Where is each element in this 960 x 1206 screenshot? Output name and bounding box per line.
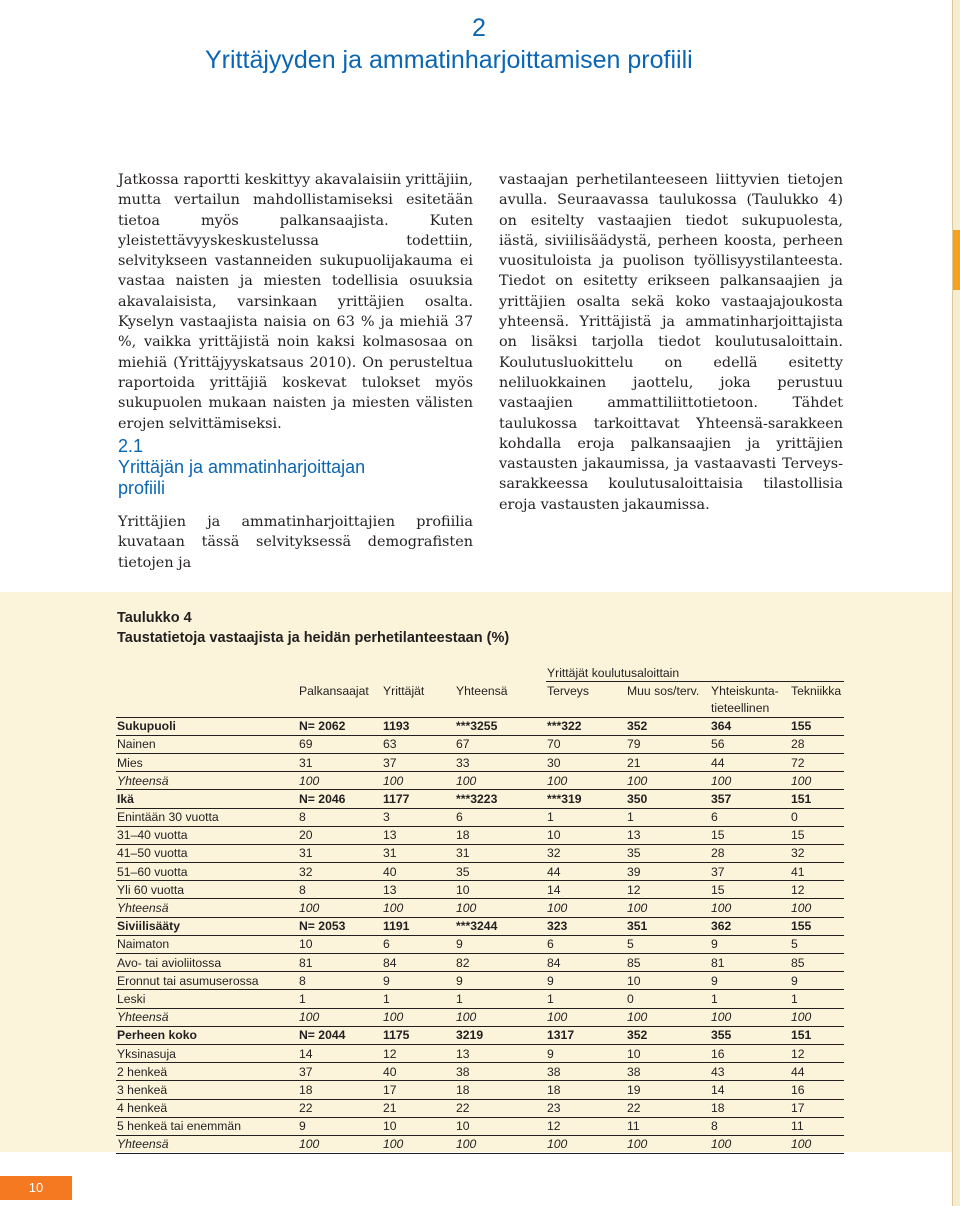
table-cell: 15 (710, 881, 790, 899)
table-row (116, 954, 844, 972)
row-label: Nainen (116, 735, 298, 753)
row-label: Leski (116, 990, 298, 1008)
table-label: Taulukko 4 (117, 610, 192, 626)
table-row (116, 1117, 844, 1135)
chapter-title: Yrittäjyyden ja ammatinharjoittamisen profiili (205, 46, 693, 74)
table-cell: 100 (455, 1008, 546, 1026)
table-cell: ***3223 (455, 790, 546, 808)
table-cell: 1 (455, 990, 546, 1008)
table-cell: 10 (455, 1117, 546, 1135)
col-header-2 (455, 699, 546, 717)
table-cell: 100 (710, 1135, 790, 1153)
row-label: Yhteensä (116, 772, 298, 790)
table-cell: 85 (790, 954, 844, 972)
page-number: 10 (0, 1176, 72, 1200)
table-cell: 22 (455, 1099, 546, 1117)
table-cell: 9 (790, 972, 844, 990)
row-label: 3 henkeä (116, 1081, 298, 1099)
table-cell: 40 (382, 1063, 455, 1081)
table-cell: 100 (790, 899, 844, 917)
table-cell: 44 (710, 753, 790, 771)
row-label: Yhteensä (116, 899, 298, 917)
table-row (116, 1099, 844, 1117)
table-cell: 1175 (382, 1026, 455, 1044)
row-label: Mies (116, 753, 298, 771)
table-cell: 9 (298, 1117, 382, 1135)
chapter-tab-marker (953, 230, 960, 290)
row-label: Perheen koko (116, 1026, 298, 1044)
table-cell: 100 (546, 1135, 626, 1153)
table-cell: 37 (710, 863, 790, 881)
table-cell: 31 (298, 844, 382, 862)
group-header: Yrittäjät koulutusaloittain (546, 664, 844, 682)
table-cell: N= 2044 (298, 1026, 382, 1044)
table-cell: 18 (710, 1099, 790, 1117)
table-cell: 43 (710, 1063, 790, 1081)
col-header: Muu sos/terv. (627, 683, 700, 698)
table-cell: 1 (626, 808, 710, 826)
table-row (116, 753, 844, 771)
table-cell: 362 (710, 917, 790, 935)
table-row (116, 735, 844, 753)
table-row (116, 1026, 844, 1044)
table-row (116, 717, 844, 735)
table-cell: 23 (546, 1099, 626, 1117)
col-header-2 (790, 699, 844, 717)
chapter-number: 2 (472, 14, 486, 42)
table-cell: 21 (626, 753, 710, 771)
table-cell: 32 (546, 844, 626, 862)
paragraph-continued: vastaajan perhetilanteeseen liittyvien tietojen avulla. Seuraavassa taulukossa (Taulukko 4) on esitelty vastaajien tiedot sukupuolesta, iästä, siviilisäädystä, perheen koosta, perheen vuosituloista ja puolison työllisyystilanteesta. Tiedot on esitetty erikseen palkansaajien ja yrittäjien osalta sekä koko vastaajajoukosta yhteensä. Yrittäjistä ja ammatinharjoittajista on lisäksi tarjolla tiedot koulutusaloittain. Koulutusluokittelu on edellä esitetty neliluokkainen jaottelu, joka perustuu vastaajien ammattiliittotietoon. Tähdet taulukossa tarkoittavat Yhteensä-sarakkeen kohdalla eroja palkansaajien ja yrittäjien vastausten jakaumissa, ja vastaavasti Terveys-sarakkeessa koulutusaloittaisia tilastollisia eroja vastausten jakaumissa. (499, 172, 843, 513)
row-label: Sukupuoli (116, 717, 298, 735)
table-cell: 100 (626, 1135, 710, 1153)
table-cell: 38 (455, 1063, 546, 1081)
col-header: Yhteiskunta- (711, 683, 779, 698)
data-table (116, 664, 844, 1154)
right-column-text (499, 170, 843, 515)
table-cell: 100 (546, 1008, 626, 1026)
col-header-2 (626, 699, 710, 717)
table-cell: 32 (298, 863, 382, 881)
table-cell: 82 (455, 954, 546, 972)
table-cell: 352 (626, 1026, 710, 1044)
row-label: Yksinasuja (116, 1044, 298, 1062)
table-cell: 100 (710, 1008, 790, 1026)
table-row (116, 935, 844, 953)
table-cell: 0 (790, 808, 844, 826)
table-cell: 1191 (382, 917, 455, 935)
table-cell: 84 (546, 954, 626, 972)
table-cell: 14 (546, 881, 626, 899)
table-cell: 18 (546, 1081, 626, 1099)
table-cell: 10 (626, 972, 710, 990)
table-cell: 17 (382, 1081, 455, 1099)
table-cell: 6 (382, 935, 455, 953)
table-cell: 31 (382, 844, 455, 862)
table-cell: 8 (298, 972, 382, 990)
table-cell: 9 (546, 1044, 626, 1062)
table-cell: 72 (790, 753, 844, 771)
table-cell: 70 (546, 735, 626, 753)
table-cell: 100 (710, 772, 790, 790)
table-cell: 100 (626, 772, 710, 790)
table-cell: 85 (626, 954, 710, 972)
table-cell: 355 (710, 1026, 790, 1044)
table-cell: 100 (790, 772, 844, 790)
table-cell: 1 (710, 990, 790, 1008)
table-cell: 9 (546, 972, 626, 990)
col-header-2: tieteellinen (710, 699, 790, 717)
table-cell: 33 (455, 753, 546, 771)
table-cell: 39 (626, 863, 710, 881)
section-number: 2.1 (118, 436, 144, 456)
table-cell: 9 (455, 935, 546, 953)
table-cell: 8 (298, 881, 382, 899)
table-cell: 3219 (455, 1026, 546, 1044)
table-cell: 9 (710, 935, 790, 953)
table-cell: 100 (626, 1008, 710, 1026)
table-cell: 12 (790, 881, 844, 899)
table-cell: 10 (546, 826, 626, 844)
table-cell: 1 (546, 990, 626, 1008)
table-cell: 100 (382, 1135, 455, 1153)
table-cell: 81 (710, 954, 790, 972)
row-label: 51–60 vuotta (116, 863, 298, 881)
table-cell: 100 (382, 899, 455, 917)
table-cell: 6 (710, 808, 790, 826)
row-label: Enintään 30 vuotta (116, 808, 298, 826)
table-cell: 21 (382, 1099, 455, 1117)
table-cell: 100 (455, 1135, 546, 1153)
table-cell: 20 (298, 826, 382, 844)
table-cell: 323 (546, 917, 626, 935)
table-cell: 100 (790, 1008, 844, 1026)
table-cell: 9 (455, 972, 546, 990)
table-cell: N= 2053 (298, 917, 382, 935)
page-edge-band (953, 0, 960, 1206)
table-cell: 9 (382, 972, 455, 990)
table-cell: 1 (546, 808, 626, 826)
table-cell: 17 (790, 1099, 844, 1117)
table-cell: 8 (710, 1117, 790, 1135)
table-cell: 67 (455, 735, 546, 753)
table-cell: 16 (710, 1044, 790, 1062)
table-cell: 37 (382, 753, 455, 771)
table-cell: 35 (626, 844, 710, 862)
table-cell: 56 (710, 735, 790, 753)
table-cell: 22 (626, 1099, 710, 1117)
table-cell: 100 (382, 1008, 455, 1026)
table-cell: 18 (298, 1081, 382, 1099)
table-cell: 19 (626, 1081, 710, 1099)
table-row (116, 972, 844, 990)
row-label: 31–40 vuotta (116, 826, 298, 844)
table-cell: 1 (298, 990, 382, 1008)
table-cell: 13 (382, 826, 455, 844)
col-header: Terveys (547, 683, 589, 698)
table-cell: 10 (298, 935, 382, 953)
table-cell: 69 (298, 735, 382, 753)
table-cell: 151 (790, 790, 844, 808)
table-row (116, 1044, 844, 1062)
table-row (116, 844, 844, 862)
table-cell: 79 (626, 735, 710, 753)
table-cell: 350 (626, 790, 710, 808)
table-cell: 41 (790, 863, 844, 881)
table-cell: 351 (626, 917, 710, 935)
left-column-text-2 (118, 512, 473, 573)
table-header-row (116, 682, 844, 700)
table-cell: N= 2046 (298, 790, 382, 808)
table-cell: 10 (455, 881, 546, 899)
col-header: Yhteensä (456, 683, 508, 698)
table-cell: 5 (626, 935, 710, 953)
table-cell: 13 (382, 881, 455, 899)
table-cell: 15 (710, 826, 790, 844)
table-cell: 100 (546, 899, 626, 917)
table-cell: 18 (455, 826, 546, 844)
table-cell: 100 (710, 899, 790, 917)
row-label: Naimaton (116, 935, 298, 953)
table-cell: 28 (790, 735, 844, 753)
table-cell: 1177 (382, 790, 455, 808)
table-row (116, 863, 844, 881)
table-cell: 44 (546, 863, 626, 881)
table-cell: 9 (710, 972, 790, 990)
table-caption (117, 608, 509, 648)
col-header-2 (546, 699, 626, 717)
table-cell: 14 (298, 1044, 382, 1062)
table-cell: N= 2062 (298, 717, 382, 735)
table-row (116, 1081, 844, 1099)
col-header: Palkansaajat (299, 683, 369, 698)
table-cell: 16 (790, 1081, 844, 1099)
section-title-line2: profiili (118, 478, 166, 498)
table-cell: 15 (790, 826, 844, 844)
row-label: Yli 60 vuotta (116, 881, 298, 899)
table-cell: 151 (790, 1026, 844, 1044)
table-cell: 1 (382, 990, 455, 1008)
row-label: Eronnut tai asumuserossa (116, 972, 298, 990)
row-label: Avo- tai avioliitossa (116, 954, 298, 972)
table-cell: 38 (626, 1063, 710, 1081)
table-title: Taustatietoja vastaajista ja heidän perhetilanteestaan (%) (117, 630, 510, 646)
table-row (116, 881, 844, 899)
col-header-2 (116, 699, 298, 717)
table-cell: 100 (455, 772, 546, 790)
table-cell: 1193 (382, 717, 455, 735)
table-row (116, 790, 844, 808)
table-cell: 100 (298, 772, 382, 790)
table-cell: 364 (710, 717, 790, 735)
table-cell: 31 (298, 753, 382, 771)
table-cell: ***3255 (455, 717, 546, 735)
table-row (116, 772, 844, 790)
table-row (116, 917, 844, 935)
table-cell: 35 (455, 863, 546, 881)
table-cell: 100 (298, 1135, 382, 1153)
table-cell: 100 (790, 1135, 844, 1153)
table-cell: 31 (455, 844, 546, 862)
row-label: 2 henkeä (116, 1063, 298, 1081)
table-cell: 6 (546, 935, 626, 953)
table-cell: 357 (710, 790, 790, 808)
table-cell: ***3244 (455, 917, 546, 935)
paragraph-intro: Jatkossa raportti keskittyy akavalaisiin yrittäjiin, mutta vertailun mahdollistamiseksi esitetään tietoa myös palkansaajista. Kuten yleistettävyyskeskustelussa todettiin, selvitykseen vastanneiden sukupuolijakauma ei vastaa naisten ja miesten todellisia osuuksia akavalaisista, varsinkaan yrittäjien osalta. Kyselyn vastaajista naisia on 63 % ja miehiä 37 %, vaikka yrittäjistä noin kaksi kolmasosaa on miehiä (Yrittäjyyskatsaus 2010). On perusteltua raportoida yrittäjiä koskevat tulokset myös sukupuolen mukaan naisten ja miesten välisten erojen selvittämiseksi. (118, 172, 473, 432)
table-cell: 12 (626, 881, 710, 899)
table-cell: 100 (382, 772, 455, 790)
table-cell: 84 (382, 954, 455, 972)
table-cell: 12 (790, 1044, 844, 1062)
row-label: Siviilisääty (116, 917, 298, 935)
row-label: Ikä (116, 790, 298, 808)
table-cell: 155 (790, 917, 844, 935)
table-cell: 22 (298, 1099, 382, 1117)
table-cell: 100 (626, 899, 710, 917)
table-cell: 100 (298, 899, 382, 917)
table-cell: 13 (455, 1044, 546, 1062)
table-cell: 28 (710, 844, 790, 862)
table-cell: 12 (382, 1044, 455, 1062)
row-label: 41–50 vuotta (116, 844, 298, 862)
table-cell: 13 (626, 826, 710, 844)
table-cell: 32 (790, 844, 844, 862)
table-row (116, 808, 844, 826)
col-header-2 (298, 699, 382, 717)
table-cell: ***322 (546, 717, 626, 735)
table-cell: 12 (546, 1117, 626, 1135)
table-cell: 5 (790, 935, 844, 953)
table-row (116, 899, 844, 917)
row-label: 5 henkeä tai enemmän (116, 1117, 298, 1135)
table-cell: 100 (298, 1008, 382, 1026)
table-cell: ***319 (546, 790, 626, 808)
table-cell: 44 (790, 1063, 844, 1081)
table-cell: 10 (626, 1044, 710, 1062)
table-group-header-row (116, 664, 844, 682)
table-cell: 11 (790, 1117, 844, 1135)
table-cell: 63 (382, 735, 455, 753)
row-label: 4 henkeä (116, 1099, 298, 1117)
table-cell: 38 (546, 1063, 626, 1081)
table-cell: 14 (710, 1081, 790, 1099)
table-cell: 30 (546, 753, 626, 771)
table-row (116, 990, 844, 1008)
table-cell: 40 (382, 863, 455, 881)
table-cell: 155 (790, 717, 844, 735)
section-title-line1: Yrittäjän ja ammatinharjoittajan (118, 457, 366, 477)
table-cell: 1317 (546, 1026, 626, 1044)
table-cell: 100 (546, 772, 626, 790)
table-cell: 11 (626, 1117, 710, 1135)
col-header (116, 682, 298, 700)
col-header: Yrittäjät (383, 683, 425, 698)
table-cell: 0 (626, 990, 710, 1008)
table-row (116, 826, 844, 844)
table-cell: 1 (790, 990, 844, 1008)
table-cell: 10 (382, 1117, 455, 1135)
left-column-text (118, 170, 473, 434)
table-cell: 8 (298, 808, 382, 826)
section-heading (118, 436, 365, 499)
table-cell: 37 (298, 1063, 382, 1081)
table-cell: 18 (455, 1081, 546, 1099)
paragraph-profile: Yrittäjien ja ammatinharjoittajien profiilia kuvataan tässä selvityksessä demografisten tietojen ja (118, 514, 473, 571)
table-row (116, 1063, 844, 1081)
table-row (116, 1008, 844, 1026)
table-header-row-2 (116, 699, 844, 717)
col-header-2 (382, 699, 455, 717)
table-cell: 81 (298, 954, 382, 972)
col-header: Tekniikka (791, 683, 842, 698)
table-row (116, 1135, 844, 1153)
table-cell: 3 (382, 808, 455, 826)
row-label: Yhteensä (116, 1135, 298, 1153)
row-label: Yhteensä (116, 1008, 298, 1026)
table-cell: 6 (455, 808, 546, 826)
table-cell: 100 (455, 899, 546, 917)
table-cell: 352 (626, 717, 710, 735)
